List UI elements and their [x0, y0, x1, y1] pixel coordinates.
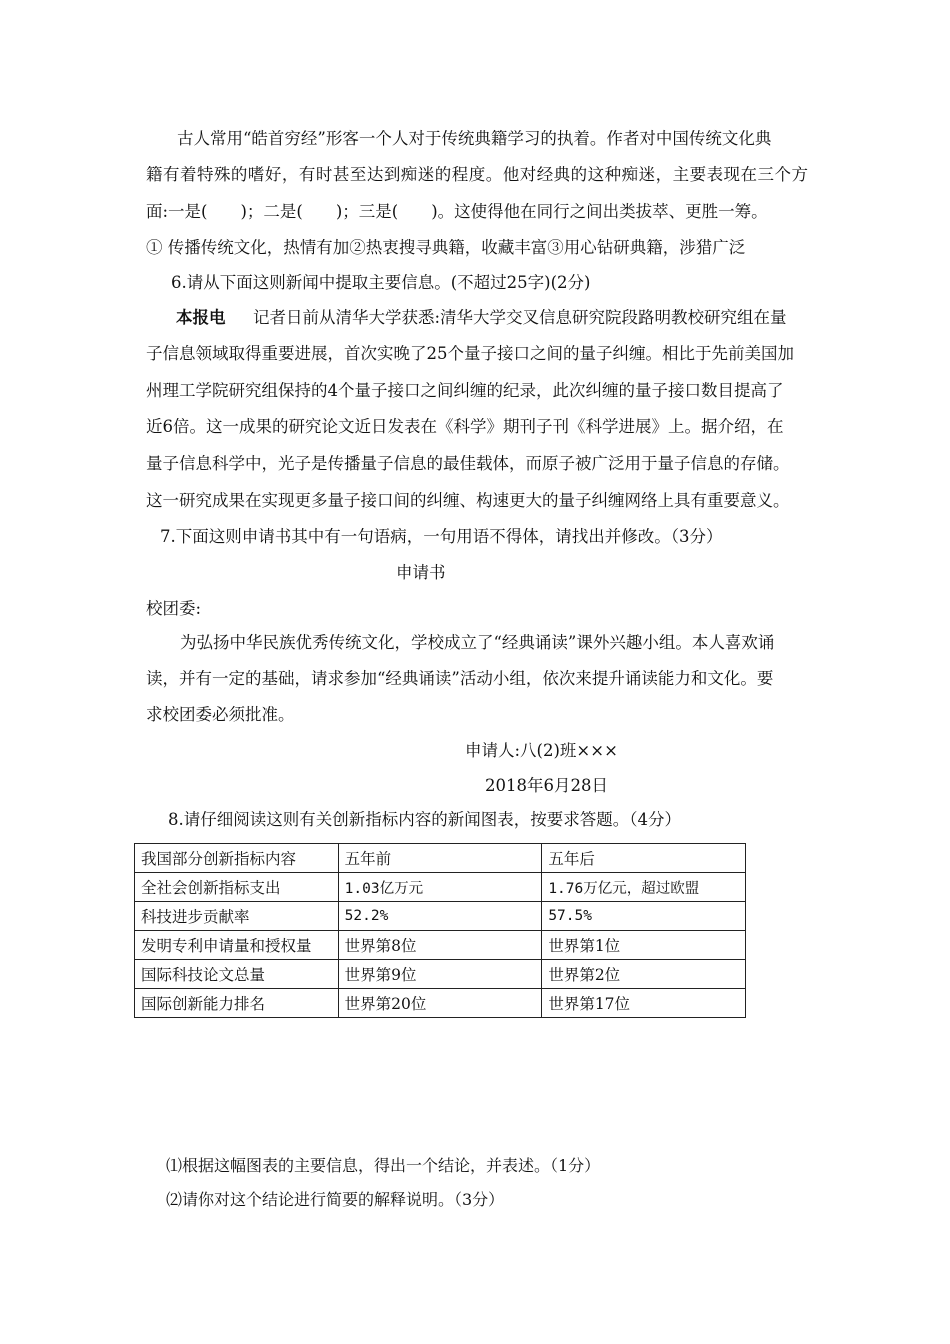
table-cell: 科技进步贡献率 [135, 902, 339, 931]
question6-title: 6.请从下面这则新闻中提取主要信息。(不超过25字)(2分) [171, 273, 591, 292]
news-line-1: 记者日前从清华大学获悉:清华大学交叉信息研究院段路明教校研究组在量 [253, 308, 787, 327]
passage5-line-2: 籍有着特殊的嗜好，有时甚至达到痴迷的程度。他对经典的这种痴迷，主要表现在三个方 [146, 165, 808, 184]
table-row [135, 902, 746, 931]
table-row [135, 960, 746, 989]
news-line-2: 子信息领域取得重要进展，首次实晚了25个量子接口之间的量子纠缠。相比于先前美国加 [146, 344, 794, 363]
table-cell: 57.5% [542, 902, 746, 931]
table-cell: 世界第1位 [542, 931, 746, 960]
table-row [135, 873, 746, 902]
news-line-5: 量子信息科学中，光子是传播量子信息的最佳载体，而原子被广泛用于量子信息的存储。 [146, 454, 790, 473]
table-row [135, 931, 746, 960]
table-cell: 1.03亿万元 [338, 873, 542, 902]
question6-dateline: 本报电 [176, 308, 226, 327]
table-header-cell: 五年前 [338, 844, 542, 873]
table-cell: 国际科技论文总量 [135, 960, 339, 989]
letter-body-line-1: 为弘扬中华民族优秀传统文化，学校成立了“经典诵读”课外兴趣小组。本人喜欢诵 [180, 633, 775, 652]
table-header-cell: 我国部分创新指标内容 [135, 844, 339, 873]
table-cell: 世界第8位 [338, 931, 542, 960]
table-cell: 世界第2位 [542, 960, 746, 989]
news-line-6: 这一研究成果在实现更多量子接口间的纠缠、构速更大的量子纠缠网络上具有重要意义。 [146, 491, 790, 510]
passage5-line-3: 面:一是( )；二是( )；三是( )。这使得他在同行之间出类拔萃、更胜一筹。 [146, 202, 768, 221]
question8-sub2: ⑵请你对这个结论进行简要的解释说明。（3分） [166, 1190, 505, 1209]
table-cell: 1.76万亿元，超过欧盟 [542, 873, 746, 902]
news-line-3: 州理工学院研究组保持的4个量子接口之间纠缠的纪录，此次纠缠的量子接口数目提高了 [146, 381, 784, 400]
table-header-row [135, 844, 746, 873]
letter-body-line-2: 读，并有一定的基础，请求参加“经典诵读”活动小组，依次来提升诵读能力和文化。要 [146, 669, 774, 688]
table-cell: 全社会创新指标支出 [135, 873, 339, 902]
letter-date: 2018年6月28日 [485, 776, 608, 795]
question8-sub1: ⑴根据这幅图表的主要信息，得出一个结论，并表述。（1分） [166, 1156, 601, 1175]
letter-heading: 申请书 [396, 563, 446, 582]
question7-title: 7.下面这则申请书其中有一句语病，一句用语不得体，请找出并修改。（3分） [160, 527, 723, 546]
passage5-line-1: 古人常用“皓首穷经”形客一个人对于传统典籍学习的执着。作者对中国传统文化典 [177, 129, 772, 148]
table-cell: 世界第9位 [338, 960, 542, 989]
table-cell: 国际创新能力排名 [135, 989, 339, 1018]
table-cell: 52.2% [338, 902, 542, 931]
table-cell: 世界第17位 [542, 989, 746, 1018]
innovation-table [134, 843, 746, 1018]
table-row [135, 989, 746, 1018]
letter-body-line-3: 求校团委必须批准。 [146, 705, 295, 724]
question8-title: 8.请仔细阅读这则有关创新指标内容的新闻图表，按要求答题。（4分） [168, 810, 681, 829]
news-line-4: 近6倍。这一成果的研究论文近日发表在《科学》期刊子刊《科学进展》上。据介绍，在 [146, 417, 784, 436]
passage5-options: ① 传播传统文化，热情有加②热衷搜寻典籍，收藏丰富③用心钻研典籍，涉猎广泛 [146, 238, 746, 257]
table-cell: 发明专利申请量和授权量 [135, 931, 339, 960]
table-cell: 世界第20位 [338, 989, 542, 1018]
table-header-cell: 五年后 [542, 844, 746, 873]
letter-signature: 申请人:八(2)班××× [465, 741, 618, 760]
letter-recipient: 校团委: [146, 599, 202, 618]
